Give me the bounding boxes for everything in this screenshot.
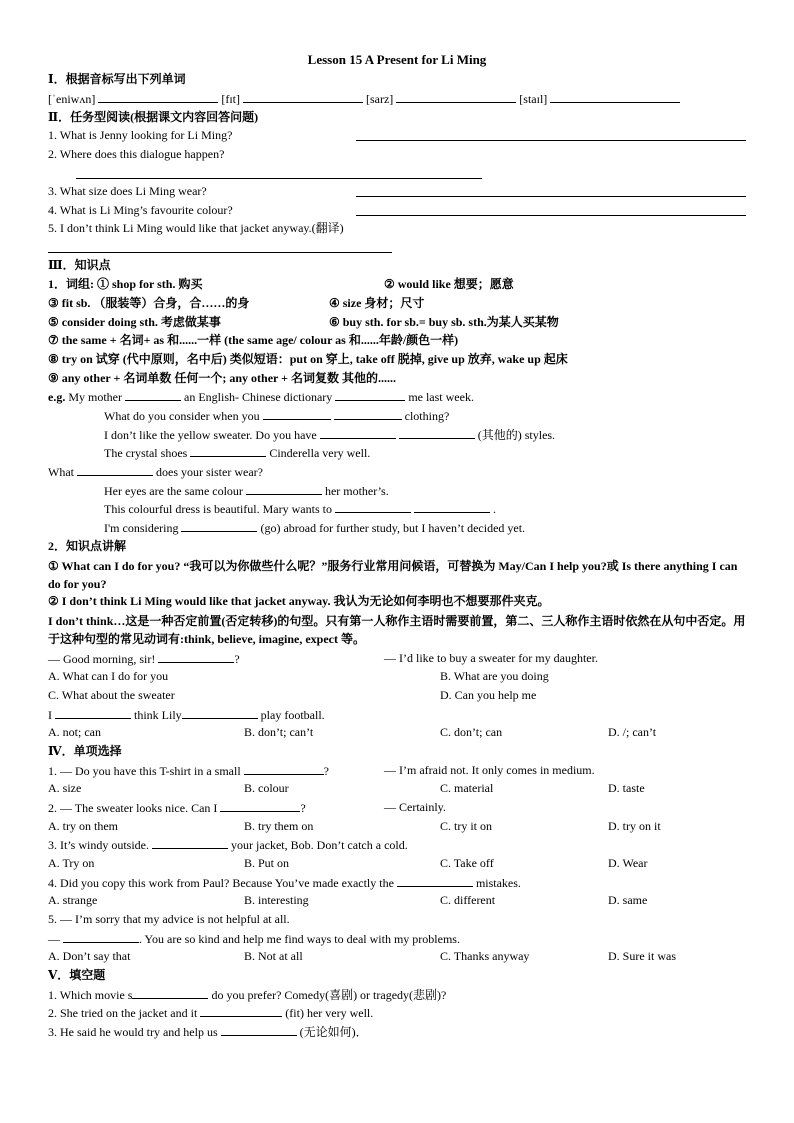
explanation-1: ① What can I do for you? “我可以为你做些什么呢？”服务行业常用问候语，可替换为 May/Can I help you?或 Is there anything I can do for you? (48, 559, 738, 591)
answer-blank[interactable] (132, 987, 208, 999)
answer-blank[interactable] (414, 501, 490, 513)
question-text: play football. (260, 708, 325, 722)
example-6 (104, 483, 389, 499)
answer-blank[interactable] (152, 837, 228, 849)
option-b[interactable]: B. interesting (244, 893, 309, 907)
phrase-row-1 (48, 277, 202, 292)
choice-question-1 (48, 763, 329, 779)
answer-blank[interactable] (221, 1024, 297, 1036)
reading-question-4: 4. What is Li Ming’s favourite colour? (48, 203, 233, 217)
option-c[interactable]: C. different (440, 893, 496, 907)
answer-blank[interactable] (77, 464, 153, 476)
choice-question-2-reply: — Certainly. (384, 800, 446, 814)
phrase-8: ⑧ try on 试穿 (代中原则，名中后) 类似短语：put on 穿上, take off 脱掉, give up 放弃, wake up 起床 (48, 352, 568, 366)
option-c[interactable]: C. Take off (440, 856, 494, 870)
phrase-7: ⑦ the same + 名词+ as 和......一样 (the same age/ colour as 和......年龄/颜色一样) (48, 333, 459, 347)
answer-line[interactable] (76, 178, 482, 179)
phrase-2: ② would like 想要；愿意 (384, 277, 514, 291)
option-a[interactable]: A. size (48, 781, 82, 795)
answer-blank[interactable] (181, 520, 257, 532)
answer-blank[interactable] (399, 427, 475, 439)
answer-line[interactable] (356, 140, 746, 141)
choice-question-3 (48, 837, 408, 853)
example-5 (48, 464, 263, 480)
option-b[interactable]: B. don’t; can’t (244, 725, 314, 739)
phrase-4: ④ size 身材；尺寸 (329, 296, 425, 310)
option-c[interactable]: C. don’t; can (440, 725, 503, 739)
question-text: — Good morning, sir! (48, 652, 156, 666)
answer-line[interactable] (48, 252, 392, 253)
example-text: My mother (68, 390, 122, 404)
answer-blank[interactable] (550, 91, 680, 103)
section-3-heading: Ⅲ．知识点 (48, 258, 111, 272)
fill-question-2 (48, 1005, 373, 1021)
answer-line[interactable] (356, 196, 746, 197)
practice-1-reply: — I’d like to buy a sweater for my daughter. (384, 651, 598, 665)
example-text: The crystal shoes (104, 446, 188, 460)
option-d[interactable]: D. same (608, 893, 648, 907)
answer-blank[interactable] (182, 707, 258, 719)
sub-heading-explanation: 2．知识点讲解 (48, 539, 127, 553)
example-text: her mother’s. (324, 484, 389, 498)
choice-question-4 (48, 875, 521, 891)
question-text: 2. She tried on the jacket and it (48, 1006, 198, 1020)
example-text: I don’t like the yellow sweater. Do you have (104, 428, 317, 442)
answer-blank[interactable] (335, 501, 411, 513)
section-2-heading: Ⅱ．任务型阅读(根据课文内容回答问题) (48, 110, 259, 124)
example-text: I'm considering (104, 521, 179, 535)
phonetic-2: [fɪt] (221, 92, 240, 106)
practice-2 (48, 707, 325, 723)
option-b[interactable]: B. Put on (244, 856, 290, 870)
choice-question-5-reply (48, 931, 460, 947)
phrase-3: ③ fit sb. （服装等）合身，合……的身 (48, 296, 250, 310)
question-text: your jacket, Bob. Don’t catch a cold. (231, 838, 408, 852)
question-text: do you prefer? Comedy(喜剧) or tragedy(悲剧)? (211, 988, 447, 1002)
option-c[interactable]: C. What about the sweater (48, 688, 175, 702)
fill-question-1 (48, 987, 446, 1003)
phrase-6: ⑥ buy sth. for sb.= buy sb. sth.为某人买某物 (329, 315, 559, 329)
answer-blank[interactable] (397, 875, 473, 887)
option-a[interactable]: A. Don’t say that (48, 949, 131, 963)
example-text: (go) abroad for further study, but I haven’t decided yet. (260, 521, 526, 535)
question-text: 1. Which movie s (48, 988, 133, 1002)
answer-blank[interactable] (396, 91, 516, 103)
question-text: think Lily (134, 708, 182, 722)
option-b[interactable]: B. What are you doing (440, 669, 549, 683)
option-a[interactable]: A. not; can (48, 725, 101, 739)
option-d[interactable]: D. Can you help me (440, 688, 537, 702)
answer-blank[interactable] (190, 445, 266, 457)
example-label: e.g. (48, 390, 66, 404)
phrase-1: ① shop for sth. 购买 (97, 277, 203, 291)
phonetic-3: [sarz] (365, 92, 394, 106)
example-text: This colourful dress is beautiful. Mary wants to (104, 502, 332, 516)
answer-blank[interactable] (158, 651, 234, 663)
section-4-heading: Ⅳ．单项选择 (48, 744, 122, 758)
phonetic-1: [ˈeniwʌn] (48, 92, 96, 106)
example-text: What do you consider when you (104, 409, 260, 423)
question-text: 1. — Do you have this T-shirt in a small (48, 764, 241, 778)
option-d[interactable]: D. Wear (608, 856, 648, 870)
example-4 (104, 445, 370, 461)
example-8 (104, 520, 525, 536)
question-text: ? (300, 801, 306, 815)
option-d[interactable]: D. Sure it was (608, 949, 676, 963)
question-text: ? (323, 764, 329, 778)
explanation-3: I don’t think…这是一种否定前置(否定转移)的句型。只有第一人称作主语时需要前置，第二、三人称作主语时依然在从句中否定。用于这种句型的常见动词有:think, believe, imagine, expect 等。 (48, 614, 746, 646)
option-d[interactable]: D. /; can’t (608, 725, 657, 739)
example-text: What (48, 465, 74, 479)
answer-blank[interactable] (263, 408, 331, 420)
option-a[interactable]: A. What can I do for you (48, 669, 169, 683)
phrase-5: ⑤ consider doing sth. 考虑做某事 (48, 315, 221, 329)
answer-blank[interactable] (244, 763, 324, 775)
example-7 (104, 501, 496, 517)
answer-blank[interactable] (243, 91, 363, 103)
example-text: does your sister wear? (156, 465, 263, 479)
reading-question-5: 5. I don’t think Li Ming would like that jacket anyway.(翻译) (48, 221, 344, 235)
example-text: Cinderella very well. (269, 446, 371, 460)
sub-heading-phrases: 1．词组: (48, 277, 94, 291)
answer-blank[interactable] (220, 800, 300, 812)
option-b[interactable]: B. colour (244, 781, 289, 795)
practice-1 (48, 651, 240, 667)
example-text: me last week. (408, 390, 474, 404)
option-d[interactable]: D. taste (608, 781, 645, 795)
explanation-2: ② I don’t think Li Ming would like that jacket anyway. 我认为无论如何李明也不想要那件夹克。 (48, 594, 550, 608)
phonetics-row (48, 91, 680, 107)
question-text: (fit) her very well. (285, 1006, 374, 1020)
option-a[interactable]: A. Try on (48, 856, 95, 870)
question-text: (无论如何)． (299, 1025, 368, 1039)
answer-blank[interactable] (334, 408, 402, 420)
option-a[interactable]: A. try on them (48, 819, 118, 833)
phonetic-4: [staɪl] (519, 92, 548, 106)
question-text: I (48, 708, 52, 722)
question-text: 3. He said he would try and help us (48, 1025, 218, 1039)
answer-blank[interactable] (200, 1005, 282, 1017)
choice-question-1-reply: — I’m afraid not. It only comes in medium. (384, 763, 595, 777)
example-2 (104, 408, 449, 424)
answer-blank[interactable] (63, 931, 139, 943)
option-b[interactable]: B. Not at all (244, 949, 303, 963)
section-1-heading: Ⅰ．根据音标写出下列单词 (48, 72, 186, 86)
option-c[interactable]: C. material (440, 781, 494, 795)
option-d[interactable]: D. try on it (608, 819, 661, 833)
phrase-9: ⑨ any other + 名词单数 任何一个; any other + 名词复数 其他的...... (48, 371, 396, 385)
reading-question-2: 2. Where does this dialogue happen? (48, 147, 225, 161)
option-c[interactable]: C. Thanks anyway (440, 949, 530, 963)
answer-blank[interactable] (55, 707, 131, 719)
question-text: mistakes. (475, 876, 521, 890)
example-text: (其他的) styles. (477, 428, 556, 442)
example-text: an English- Chinese dictionary (184, 390, 333, 404)
answer-blank[interactable] (98, 91, 218, 103)
reading-question-1: 1. What is Jenny looking for Li Ming? (48, 128, 233, 142)
answer-blank[interactable] (125, 389, 181, 401)
choice-question-5: 5. — I’m sorry that my advice is not helpful at all. (48, 912, 290, 926)
answer-blank[interactable] (320, 427, 396, 439)
option-a[interactable]: A. strange (48, 893, 98, 907)
question-text: — (48, 932, 60, 946)
fill-question-3 (48, 1024, 368, 1040)
example-3 (104, 427, 555, 443)
choice-question-2 (48, 800, 306, 816)
page-title: Lesson 15 A Present for Li Ming (307, 52, 487, 67)
reading-question-3: 3. What size does Li Ming wear? (48, 184, 207, 198)
example-text: clothing? (404, 409, 450, 423)
answer-blank[interactable] (335, 389, 405, 401)
option-c[interactable]: C. try it on (440, 819, 493, 833)
question-text: ? (234, 652, 240, 666)
example-1 (48, 389, 474, 405)
example-text: . (492, 502, 496, 516)
option-b[interactable]: B. try them on (244, 819, 314, 833)
question-text: 4. Did you copy this work from Paul? Because You’ve made exactly the (48, 876, 394, 890)
section-5-heading: Ⅴ．填空题 (48, 968, 106, 982)
answer-line[interactable] (356, 215, 746, 216)
example-text: Her eyes are the same colour (104, 484, 243, 498)
question-text: 2. — The sweater looks nice. Can I (48, 801, 218, 815)
answer-blank[interactable] (246, 483, 322, 495)
question-text: 3. It’s windy outside. (48, 838, 149, 852)
question-text: . You are so kind and help me find ways to deal with my problems. (139, 932, 460, 946)
